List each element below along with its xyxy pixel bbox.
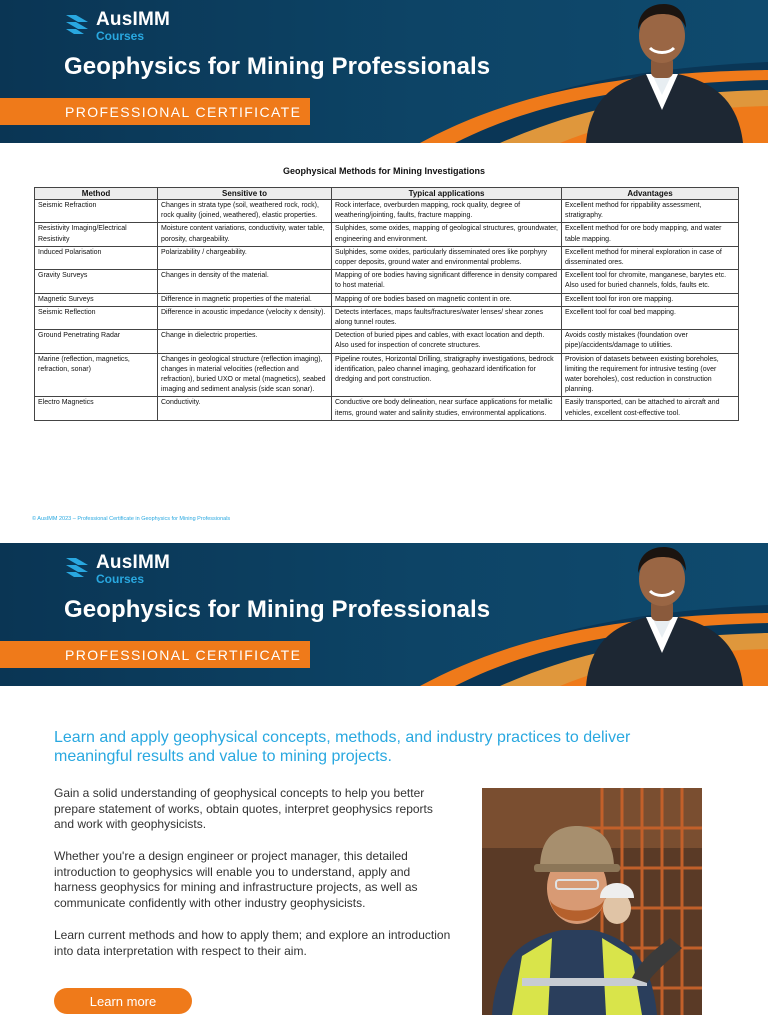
worker-photo — [482, 788, 702, 1015]
logo-brand: AusIMM — [96, 9, 171, 30]
top-banner — [0, 0, 768, 143]
column-header: Typical applications — [332, 188, 562, 200]
presenter-photo — [578, 0, 748, 143]
logo-sub: Courses — [96, 572, 145, 586]
learn-more-button[interactable]: Learn more — [54, 988, 192, 1014]
second-banner — [0, 543, 768, 686]
column-header: Advantages — [562, 188, 739, 200]
table-cell: Induced Polarisation — [35, 246, 158, 269]
table-cell: Mapping of ore bodies having significant difference in density compared to host material. — [332, 270, 562, 293]
table-cell: Difference in acoustic impedance (velocity x density). — [158, 306, 332, 329]
table-cell: Conductivity. — [158, 397, 332, 420]
table-cell: Moisture content variations, conductivity, water table, porosity, chargeability. — [158, 223, 332, 246]
methods-paragraph: Learn current methods and how to apply them; and explore an introduction into data interpretation with respect to their aim. — [54, 928, 451, 958]
table-cell: Excellent method for rippability assessment, stratigraphy. — [562, 200, 739, 223]
table-cell: Detection of buried pipes and cables, with exact location and depth. Also used for inspection of concrete structures. — [332, 330, 562, 353]
table-cell: Pipeline routes, Horizontal Drilling, stratigraphy investigations, bedrock identification, paleo channel imaging, geohazard identification for dredging and port construction. — [332, 353, 562, 397]
table-cell: Electro Magnetics — [35, 397, 158, 420]
table-cell: Seismic Refraction — [35, 200, 158, 223]
table-cell: Conductive ore body delineation, near surface applications for metallic items, ground water and salinity studies, environmental applications. — [332, 397, 562, 420]
logo-sub: Courses — [96, 29, 145, 43]
banner-title: Geophysics for Mining Professionals — [64, 53, 491, 80]
certificate-bar — [0, 98, 310, 125]
table-cell: Provision of datasets between existing boreholes, limiting the requirement for intrusive testing (over water boreholes), cost reduction in construction planning. — [562, 353, 739, 397]
table-cell: Avoids costly mistakes (foundation over pipe)/accidents/damage to utilities. — [562, 330, 739, 353]
table-cell: Excellent method for mineral exploration in case of disseminated ores. — [562, 246, 739, 269]
ausimm-logo[interactable] — [64, 553, 170, 585]
table-cell: Resistivity Imaging/Electrical Resistivity — [35, 223, 158, 246]
ausimm-logo-icon — [64, 12, 90, 36]
table-cell: Easily transported, can be attached to aircraft and vehicles, excellent cost-effective tool. — [562, 397, 739, 420]
logo-brand: AusIMM — [96, 552, 171, 573]
table-row — [35, 330, 739, 353]
course-headline: Learn and apply geophysical concepts, methods, and industry practices to deliver meaningful results and value to mining projects. — [54, 729, 631, 765]
table-cell: Excellent method for ore body mapping, and water table mapping. — [562, 223, 739, 246]
table-cell: Changes in density of the material. — [158, 270, 332, 293]
table-cell: Mapping of ore bodies based on magnetic content in ore. — [332, 293, 562, 306]
table-row — [35, 270, 739, 293]
table-row — [35, 293, 739, 306]
table-cell: Magnetic Surveys — [35, 293, 158, 306]
table-cell: Rock interface, overburden mapping, rock quality, degree of weathering/jointing, faults, fracture mapping. — [332, 200, 562, 223]
table-cell: Polarizability / chargeability. — [158, 246, 332, 269]
table-cell: Seismic Reflection — [35, 306, 158, 329]
banner-title: Geophysics for Mining Professionals — [64, 596, 491, 623]
table-row — [35, 223, 739, 246]
certificate-label: PROFESSIONAL CERTIFICATE — [65, 647, 302, 663]
table-cell: Changes in strata type (soil, weathered rock, rock), rock quality (joined, weathered), elastic properties. — [158, 200, 332, 223]
table-row — [35, 200, 739, 223]
certificate-bar — [0, 641, 310, 668]
table-cell: Ground Penetrating Radar — [35, 330, 158, 353]
page-footer: © AusIMM 2023 – Professional Certificate in Geophysics for Mining Professionals — [32, 516, 231, 522]
table-cell: Difference in magnetic properties of the material. — [158, 293, 332, 306]
methods-table — [34, 187, 739, 421]
table-row — [35, 353, 739, 397]
table-cell: Sulphides, some oxides, particularly disseminated ores like porphyry copper deposits, ground water and environmental problems. — [332, 246, 562, 269]
presenter-photo — [578, 543, 748, 686]
intro-paragraph: Gain a solid understanding of geophysical concepts to help you better prepare statement of works, obtain quotes, interpret geophysics reports and work with geophysicists. — [54, 786, 433, 831]
table-cell: Excellent tool for chromite, manganese, barytes etc. Also used for buried channels, folds, faults etc. — [562, 270, 739, 293]
table-row — [35, 246, 739, 269]
table-title: Geophysical Methods for Mining Investigations — [282, 166, 486, 176]
table-row — [35, 397, 739, 420]
table-cell: Sulphides, some oxides, mapping of geological structures, groundwater, engineering and environment. — [332, 223, 562, 246]
certificate-label: PROFESSIONAL CERTIFICATE — [65, 104, 302, 120]
ausimm-logo-icon — [64, 555, 90, 579]
table-cell: Excellent tool for coal bed mapping. — [562, 306, 739, 329]
table-cell: Changes in geological structure (reflection imaging), changes in material velocities (reflection and refraction), buried UXO or metal (magnetics), seabed imaging and sediment analysis (side scan sonar). — [158, 353, 332, 397]
table-row — [35, 306, 739, 329]
table-cell: Excellent tool for iron ore mapping. — [562, 293, 739, 306]
ausimm-logo[interactable] — [64, 10, 170, 42]
column-header: Sensitive to — [158, 188, 332, 200]
table-cell: Detects interfaces, maps faults/fractures/water lenses/ shear zones along tunnel routes. — [332, 306, 562, 329]
table-cell: Change in dielectric properties. — [158, 330, 332, 353]
audience-paragraph: Whether you're a design engineer or project manager, this detailed introduction to geophysics will enable you to understand, apply and harness geophysics for mining and infrastructure projects, as well as communicate confidently with other industry geophysicists. — [54, 849, 418, 910]
column-header: Method — [35, 188, 158, 200]
table-cell: Marine (reflection, magnetics, refraction, sonar) — [35, 353, 158, 397]
table-header-row — [35, 188, 739, 200]
table-cell: Gravity Surveys — [35, 270, 158, 293]
